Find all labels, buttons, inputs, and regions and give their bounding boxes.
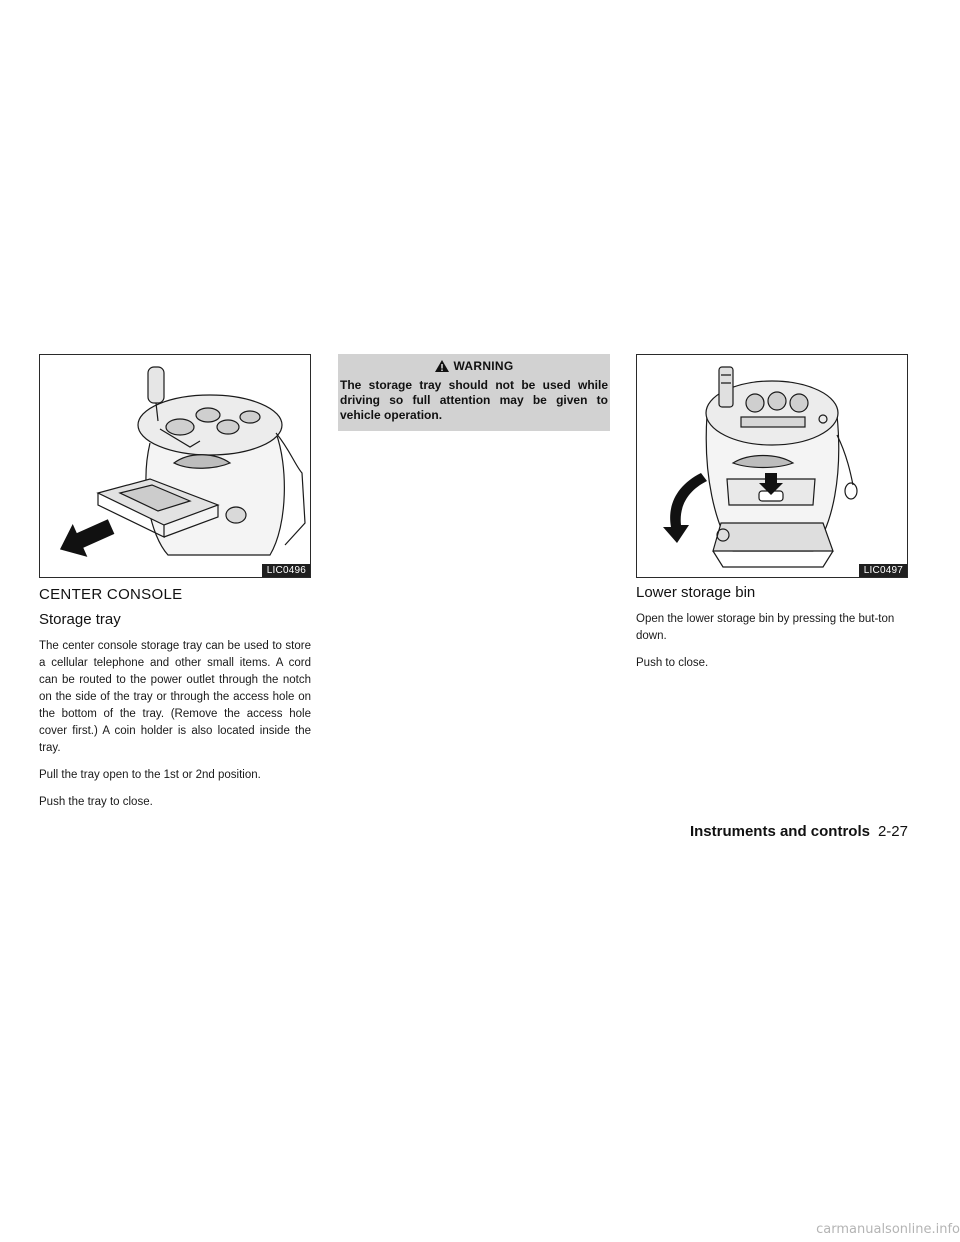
figure-code: LIC0497	[859, 564, 907, 577]
watermark: carmanualsonline.info	[816, 1222, 960, 1237]
warning-text: The storage tray should not be used while driving so full attention may be given to vehicle operation.	[340, 378, 608, 422]
figure-code: LIC0496	[262, 564, 310, 577]
paragraph: Pull the tray open to the 1st or 2nd position.	[39, 769, 261, 781]
middle-column	[338, 354, 610, 431]
warning-box	[338, 354, 610, 431]
warning-header	[338, 354, 610, 378]
warning-triangle-icon	[434, 359, 450, 373]
paragraph: Push the tray to close.	[39, 796, 153, 808]
section-title: CENTER CONSOLE	[39, 586, 183, 603]
page-number: 2-27	[877, 823, 908, 840]
console-tray-drawing	[40, 355, 310, 577]
subsection-title: Storage tray	[39, 611, 121, 628]
paragraph: The center console storage tray can be used to store a cellular telephone and other small items. A cord can be routed to the power outlet through the notch on the side of the tray or through the access hole on the bottom of the tray. (Remove the access hole cover first.) A coin holder is also located inside the tray.	[39, 640, 311, 754]
warning-title: WARNING	[453, 359, 514, 373]
left-column	[39, 354, 311, 811]
console-bin-drawing	[637, 355, 907, 577]
right-column	[636, 354, 908, 672]
paragraph: Open the lower storage bin by pressing the but-ton down.	[636, 613, 895, 642]
lower-storage-bin-illustration	[636, 354, 908, 578]
subsection-title: Lower storage bin	[636, 584, 756, 601]
paragraph: Push to close.	[636, 657, 709, 669]
page-footer	[648, 823, 908, 840]
storage-tray-illustration	[39, 354, 311, 578]
chapter-title: Instruments and controls	[689, 823, 870, 840]
